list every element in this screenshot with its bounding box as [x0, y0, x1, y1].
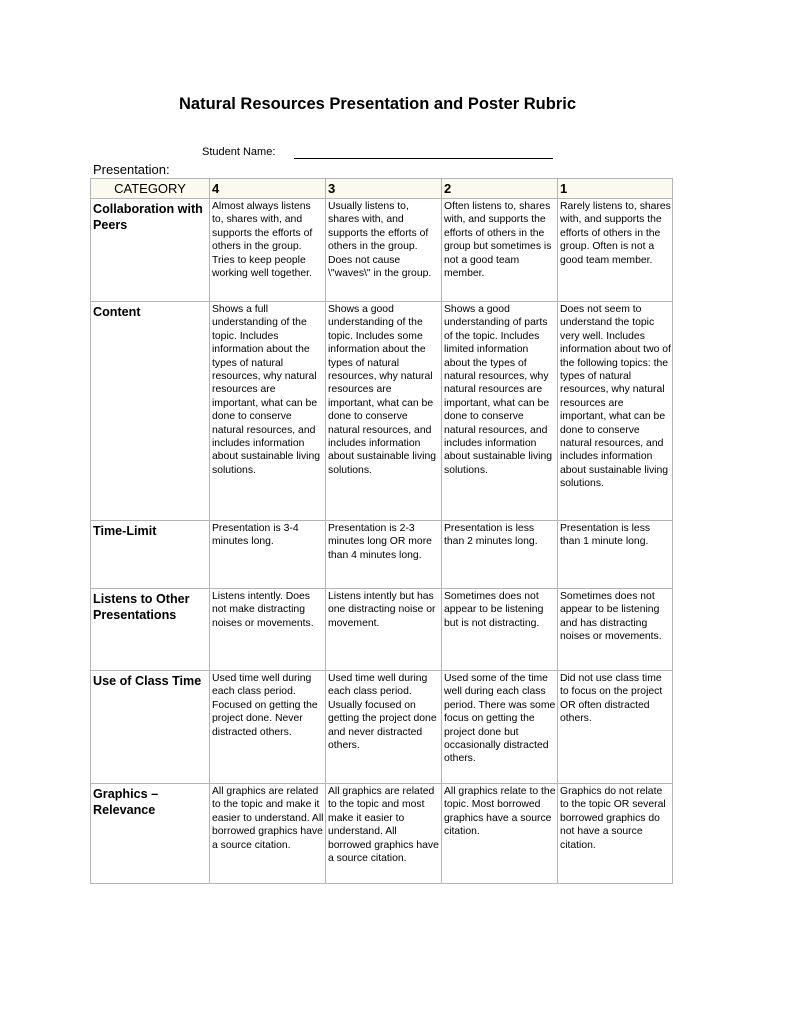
rubric-cell: Sometimes does not appear to be listening and has distracting noises or movements.	[558, 589, 673, 671]
rubric-cell: Shows a good understanding of the topic. Includes some information about the types of natural resources, why natural resources are important, what can be done to conserve natural resources, and includes information about sustainable living solutions.	[326, 302, 442, 521]
section-label: Presentation:	[93, 162, 170, 177]
row-category: Graphics – Relevance	[91, 784, 210, 884]
header-score-2: 2	[442, 179, 558, 199]
header-category: CATEGORY	[91, 179, 210, 199]
rubric-cell: Shows a good understanding of parts of the topic. Includes limited information about the types of natural resources, why natural resources are important, what can be done to conserve natural resources, and includes information about sustainable living solutions.	[442, 302, 558, 521]
row-category: Collaboration with Peers	[91, 199, 210, 302]
rubric-cell: All graphics relate to the topic. Most borrowed graphics have a source citation.	[442, 784, 558, 884]
rubric-cell: Almost always listens to, shares with, and supports the efforts of others in the group. Tries to keep people working well together.	[210, 199, 326, 302]
header-score-4: 4	[210, 179, 326, 199]
rubric-cell: Presentation is less than 1 minute long.	[558, 521, 673, 589]
row-category: Listens to Other Presentations	[91, 589, 210, 671]
rubric-table	[90, 178, 673, 884]
row-category: Content	[91, 302, 210, 521]
table-row	[91, 199, 673, 302]
table-row	[91, 784, 673, 884]
rubric-cell: Listens intently but has one distracting noise or movement.	[326, 589, 442, 671]
row-category: Time-Limit	[91, 521, 210, 589]
rubric-cell: All graphics are related to the topic and most make it easier to understand. All borrowed graphics have a source citation.	[326, 784, 442, 884]
rubric-cell: Presentation is 2-3 minutes long OR more than 4 minutes long.	[326, 521, 442, 589]
student-name-label: Student Name:	[202, 146, 276, 158]
rubric-cell: Used time well during each class period. Focused on getting the project done. Never distracted others.	[210, 671, 326, 784]
table-row	[91, 521, 673, 589]
rubric-cell: Often listens to, shares with, and supports the efforts of others in the group but sometimes is not a good team member.	[442, 199, 558, 302]
rubric-cell: Rarely listens to, shares with, and supports the efforts of others in the group. Often is not a good team member.	[558, 199, 673, 302]
table-row	[91, 302, 673, 521]
student-name-line	[294, 158, 553, 159]
header-score-3: 3	[326, 179, 442, 199]
rubric-cell: Does not seem to understand the topic very well. Includes information about two of the following topics: the types of natural resources, why natural resources are important, what can be done to conserve natural resources, and includes information about sustainable living solutions.	[558, 302, 673, 521]
document-title: Natural Resources Presentation and Poster Rubric	[178, 95, 577, 113]
rubric-cell: Used some of the time well during each class period. There was some focus on getting the project done but occasionally distracted others.	[442, 671, 558, 784]
row-category: Use of Class Time	[91, 671, 210, 784]
rubric-cell: Usually listens to, shares with, and supports the efforts of others in the group. Does not cause \"waves\" in the group.	[326, 199, 442, 302]
rubric-cell: Presentation is less than 2 minutes long.	[442, 521, 558, 589]
header-score-1: 1	[558, 179, 673, 199]
rubric-cell: Used time well during each class period. Usually focused on getting the project done and never distracted others.	[326, 671, 442, 784]
table-row	[91, 671, 673, 784]
rubric-cell: Presentation is 3-4 minutes long.	[210, 521, 326, 589]
table-row	[91, 589, 673, 671]
rubric-cell: Sometimes does not appear to be listening but is not distracting.	[442, 589, 558, 671]
header-row	[91, 179, 673, 199]
rubric-cell: All graphics are related to the topic and make it easier to understand. All borrowed graphics have a source citation.	[210, 784, 326, 884]
rubric-cell: Did not use class time to focus on the project OR often distracted others.	[558, 671, 673, 784]
rubric-cell: Graphics do not relate to the topic OR several borrowed graphics do not have a source citation.	[558, 784, 673, 884]
rubric-cell: Listens intently. Does not make distracting noises or movements.	[210, 589, 326, 671]
rubric-cell: Shows a full understanding of the topic. Includes information about the types of natural resources, why natural resources are important, what can be done to conserve natural resources, and includes information about sustainable living solutions.	[210, 302, 326, 521]
